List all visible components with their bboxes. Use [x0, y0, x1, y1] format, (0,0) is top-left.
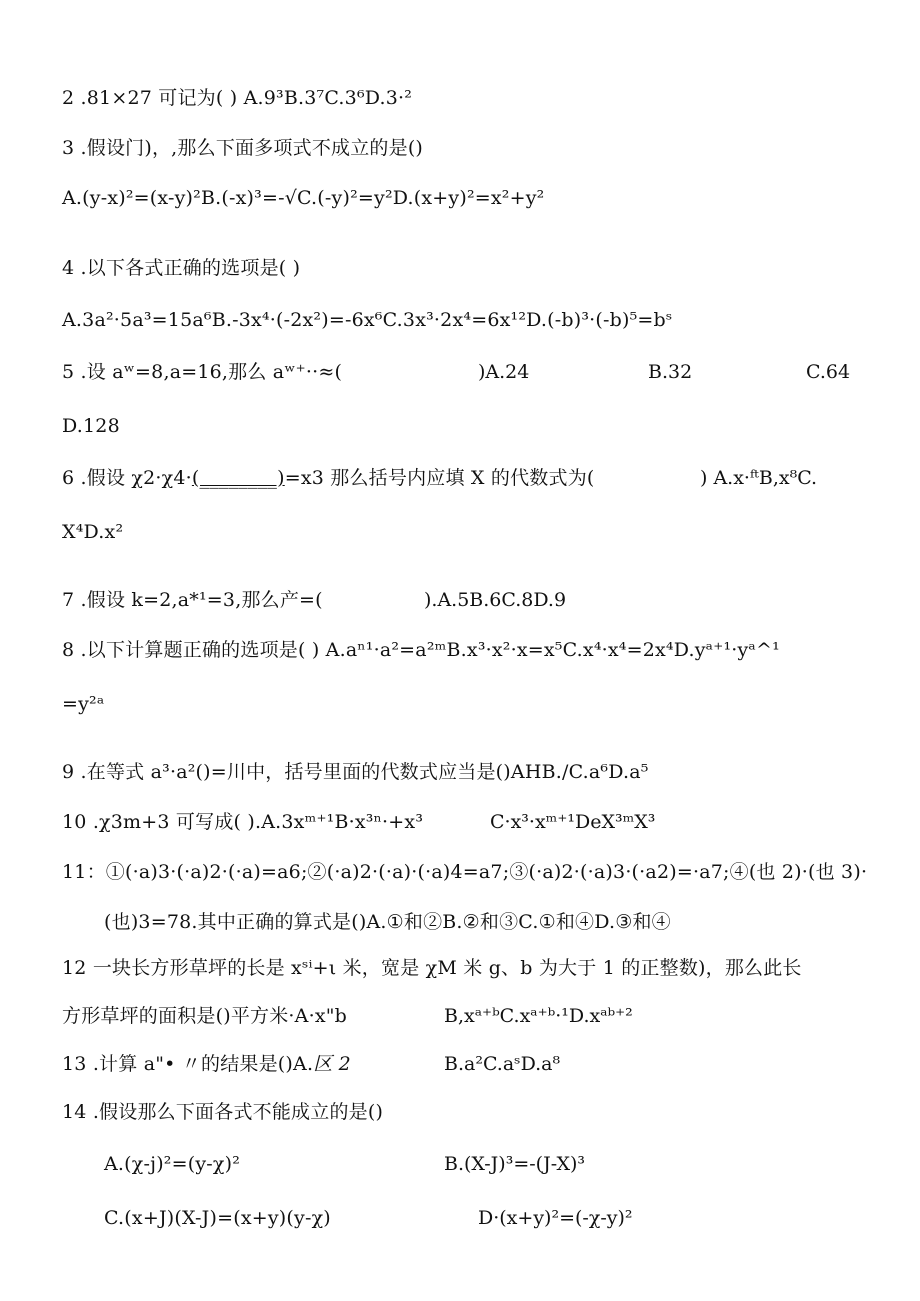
question-3-options: A.(y-x)²=(x-y)²B.(-x)³=-√C.(-y)²=y²D.(x+y)²=x²+y² — [62, 187, 545, 209]
question-13-option-a: 区 2 — [313, 1053, 351, 1075]
question-12-options: B,xᵃ⁺ᵇC.xᵃ⁺ᵇ·¹D.xᵃᵇ⁺² — [444, 1005, 633, 1027]
question-6-options: ) A.x·ᶠᵗB,x⁸C. — [700, 467, 818, 489]
question-5-option-b: B.32 — [648, 361, 693, 383]
question-14: 14 .假设那么下面各式不能成立的是() — [62, 1101, 384, 1123]
question-8-cont: =y²ᵃ — [62, 693, 105, 715]
question-9: 9 .在等式 a³·a²()=川中，括号里面的代数式应当是()AHB./C.a⁶D.a⁵ — [62, 761, 649, 783]
question-6-blank: (________) — [191, 467, 285, 489]
question-4: 4 .以下各式正确的选项是( ) — [62, 257, 301, 279]
question-14-option-c: C.(x+J)(X-J)=(x+y)(y-χ) — [104, 1207, 331, 1229]
question-3: 3 .假设门)，,那么下面多项式不成立的是() — [62, 137, 424, 159]
question-4-options: A.3a²·5a³=15a⁶B.-3x⁴·(-2x²)=-6x⁶C.3x³·2x⁴=6x¹²D.(-b)³·(-b)⁵=bˢ — [62, 309, 673, 331]
question-8: 8 .以下计算题正确的选项是( ) A.aⁿ¹·a²=a²ᵐB.x³·x²·x=x⁵C.x⁴·x⁴=2x⁴D.yᵃ⁺¹·yᵃ^¹ — [62, 639, 780, 661]
question-14-option-b: B.(X-J)³=-(J-X)³ — [444, 1153, 585, 1175]
question-7-options: ).A.5B.6C.8D.9 — [424, 589, 567, 611]
question-6-stem: 6 .假设 χ2·χ4· — [62, 467, 192, 489]
question-14-option-a: A.(χ-j)²=(y-χ)² — [104, 1153, 241, 1175]
question-5: 5 .设 aʷ=8,a=16,那么 aʷ⁺··≈( — [62, 361, 343, 383]
question-6 — [62, 466, 595, 490]
question-5-option-a: )A.24 — [478, 361, 530, 383]
question-7: 7 .假设 k=2,a*¹=3,那么产=( — [62, 589, 323, 611]
question-10: 10 .χ3m+3 可写成( ).A.3xᵐ⁺¹B·x³ⁿ·+x³ — [62, 811, 424, 833]
question-13 — [62, 1052, 351, 1076]
question-10-options: C·x³·xᵐ⁺¹DeX³ᵐX³ — [490, 811, 656, 833]
question-12-cont: 方形草坪的面积是()平方米·A·x"b — [62, 1005, 348, 1027]
question-6-options-cont: X⁴D.x² — [62, 521, 124, 543]
question-13-stem: 13 .计算 a"• 〃的结果是()A. — [62, 1053, 314, 1075]
question-12: 12 一块长方形草坪的长是 xˢⁱ+ι 米，宽是 χM 米 g、b 为大于 1 的正整数)，那么此长 — [62, 957, 802, 979]
question-5-option-c: C.64 — [806, 361, 851, 383]
question-14-option-d: D·(x+y)²=(-χ-y)² — [478, 1207, 633, 1229]
question-2: 2 .81×27 可记为( ) A.9³B.3⁷C.3⁶D.3·² — [62, 87, 413, 109]
question-5-option-d: D.128 — [62, 415, 120, 437]
question-11: 11：①(·a)3·(·a)2·(·a)=a6;②(·a)2·(·a)·(·a)4=a7;③(·a)2·(·a)3·(·a2)=·a7;④(也 2)·(也 3)· — [62, 861, 868, 883]
question-11-cont: (也)3=78.其中正确的算式是()A.①和②B.②和③C.①和④D.③和④ — [104, 911, 671, 933]
question-6-stem-tail: =x3 那么括号内应填 X 的代数式为( — [284, 467, 595, 489]
question-13-options: B.a²C.aˢD.a⁸ — [444, 1053, 561, 1075]
